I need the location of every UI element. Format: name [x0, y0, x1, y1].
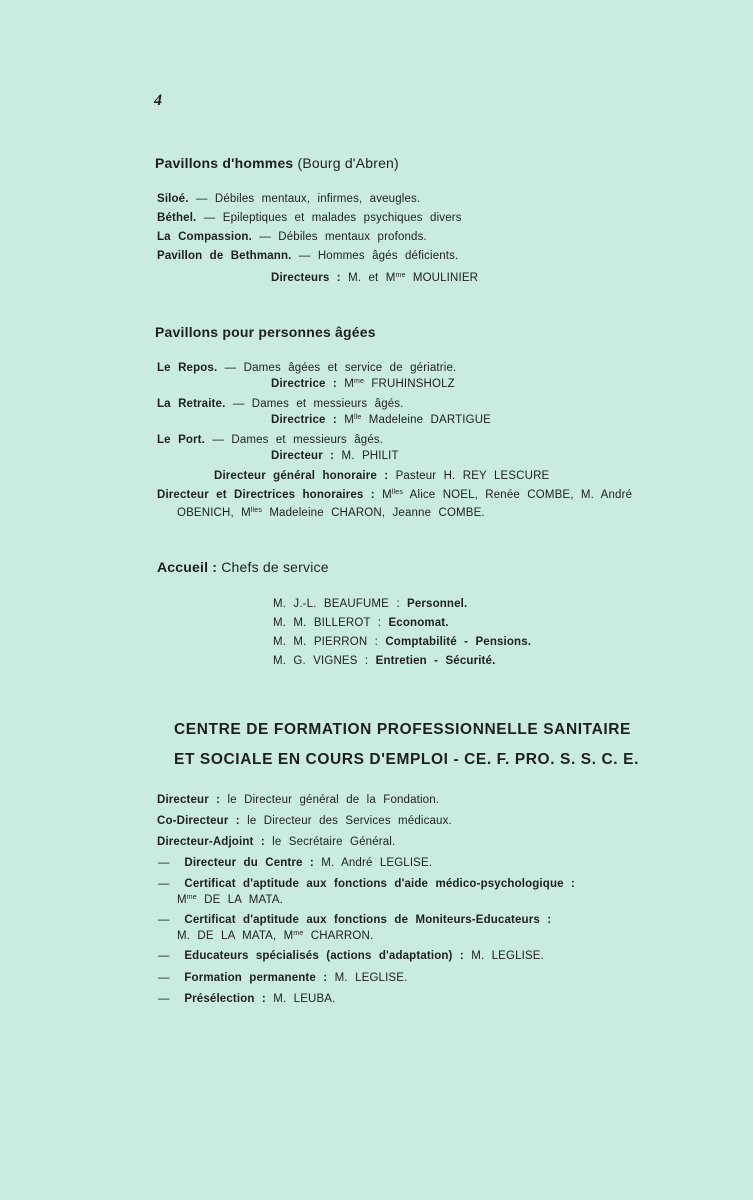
pavillon-desc: — Hommes âgés déficients.	[298, 250, 459, 262]
directeurs-line	[271, 272, 478, 284]
item-label: Educateurs spécialisés (actions d'adaptation) :	[184, 950, 464, 962]
pavillon-name: Pavillon de Bethmann.	[157, 250, 292, 262]
section-title-pavillons-hommes	[155, 155, 399, 171]
directeur-name: M. PHILIT	[341, 450, 399, 462]
directeurs-value: M. et M	[348, 272, 396, 284]
section-title-accueil	[157, 559, 329, 575]
list-item	[157, 398, 404, 410]
directeur-value: le Directeur général de la Fondation.	[227, 794, 440, 806]
page-number: 4	[154, 92, 162, 109]
name-prefix: M	[344, 414, 354, 426]
item-label: Directeur du Centre :	[184, 857, 314, 869]
list-item	[157, 362, 456, 374]
directeur-line	[271, 450, 399, 462]
item-label: Formation permanente :	[184, 972, 328, 984]
pavillon-name: Béthel.	[157, 212, 197, 224]
item-value: M. LEGLISE.	[471, 950, 544, 962]
list-item	[273, 598, 467, 610]
section-title-text: Pavillons pour personnes âgées	[155, 324, 376, 340]
section-title-rest: (Bourg d'Abren)	[297, 155, 399, 171]
directeurs-sup: me	[395, 272, 406, 279]
item-value: M. LEUBA.	[273, 993, 336, 1005]
directeur-general-name: Pasteur H. REY LESCURE	[395, 470, 550, 482]
honoraires-names: OBENICH, M	[177, 507, 251, 519]
directrice-label: Directrice :	[271, 378, 337, 390]
pavillon-desc: — Epileptiques et malades psychiques divers	[203, 212, 462, 224]
directeur-label: Directeur :	[271, 450, 335, 462]
codirecteur-label: Co-Directeur :	[157, 815, 240, 827]
honoraires-names: Alice NOEL, Renée COMBE, M. André	[402, 489, 633, 501]
list-item	[158, 857, 432, 869]
item-value: DE LA MATA.	[196, 894, 283, 906]
list-item	[158, 993, 335, 1005]
name-sup: me	[293, 930, 304, 937]
dash: —	[158, 950, 170, 962]
honoraires-line	[157, 489, 632, 501]
item-value: M. André LEGLISE.	[321, 857, 433, 869]
list-item	[158, 972, 407, 984]
directeur-line	[157, 794, 439, 806]
list-item	[157, 231, 427, 243]
directeur-general-label: Directeur général honoraire :	[214, 470, 389, 482]
name-prefix: M	[382, 489, 392, 501]
section-title-bold: Accueil :	[157, 559, 218, 575]
pavillon-desc: — Dames et messieurs âgés.	[212, 434, 384, 446]
chef-name: M. G. VIGNES :	[273, 655, 369, 667]
section-title-rest: Chefs de service	[221, 559, 329, 575]
directrice-name: Madeleine DARTIGUE	[361, 414, 491, 426]
pavillon-name: Le Repos.	[157, 362, 218, 374]
pavillon-name: La Retraite.	[157, 398, 226, 410]
centre-title-line1: CENTRE DE FORMATION PROFESSIONNELLE SANITAIRE	[174, 721, 631, 738]
name-sup: lles	[250, 507, 262, 514]
list-item	[273, 636, 531, 648]
directrice-label: Directrice :	[271, 414, 337, 426]
pavillon-name: La Compassion.	[157, 231, 252, 243]
directeurs-label: Directeurs :	[271, 272, 341, 284]
name-sup: me	[186, 894, 197, 901]
adjoint-value: le Secrétaire Général.	[272, 836, 396, 848]
item-label: Certificat d'aptitude aux fonctions d'aide médico-psychologique :	[184, 878, 576, 890]
pavillon-desc: — Dames et messieurs âgés.	[232, 398, 404, 410]
list-item	[158, 878, 575, 890]
honoraires-label: Directeur et Directrices honoraires :	[157, 489, 375, 501]
directrice-name: FRUHINSHOLZ	[364, 378, 455, 390]
honoraires-names: Madeleine CHARON, Jeanne COMBE.	[261, 507, 485, 519]
chef-name: M. J.-L. BEAUFUME :	[273, 598, 400, 610]
chef-name: M. M. PIERRON :	[273, 636, 378, 648]
list-item	[157, 250, 458, 262]
item-label: Certificat d'aptitude aux fonctions de Moniteurs-Educateurs :	[184, 914, 552, 926]
directrice-line	[271, 378, 455, 390]
item-value: M. LEGLISE.	[334, 972, 408, 984]
directeurs-tail: MOULINIER	[405, 272, 479, 284]
list-item-continuation	[177, 894, 283, 906]
dash: —	[158, 993, 170, 1005]
name-prefix: M	[177, 894, 187, 906]
dash: —	[158, 878, 170, 890]
list-item	[157, 434, 383, 446]
directrice-line	[271, 414, 491, 426]
name-prefix: M	[344, 378, 354, 390]
list-item	[158, 914, 551, 926]
section-title-bold: Pavillons d'hommes	[155, 155, 294, 171]
directeur-general-line	[214, 470, 549, 482]
list-item	[273, 617, 449, 629]
name-sup: me	[353, 378, 365, 385]
chef-role: Personnel.	[407, 598, 468, 610]
chef-name: M. M. BILLEROT :	[273, 617, 382, 629]
adjoint-label: Directeur-Adjoint :	[157, 836, 265, 848]
codirecteur-line	[157, 815, 452, 827]
centre-title-line2: ET SOCIALE EN COURS D'EMPLOI - CE. F. PRO. S. S. C. E.	[174, 751, 639, 768]
list-item	[157, 212, 462, 224]
dash: —	[158, 972, 170, 984]
adjoint-line	[157, 836, 395, 848]
chef-role: Entretien - Sécurité.	[375, 655, 496, 667]
chef-role: Comptabilité - Pensions.	[385, 636, 532, 648]
list-item	[158, 950, 544, 962]
directeur-label: Directeur :	[157, 794, 221, 806]
pavillon-name: Siloé.	[157, 193, 189, 205]
item-label: Présélection :	[184, 993, 266, 1005]
dash: —	[158, 914, 170, 926]
list-item	[157, 193, 420, 205]
chef-role: Economat.	[388, 617, 449, 629]
list-item-continuation	[177, 930, 373, 942]
section-title-pavillons-agees	[155, 324, 376, 340]
name-sup: lles	[391, 489, 403, 496]
item-value: CHARRON.	[303, 930, 374, 942]
item-value: M. DE LA MATA, M	[177, 930, 294, 942]
codirecteur-value: le Directeur des Services médicaux.	[247, 815, 452, 827]
pavillon-desc: — Débiles mentaux profonds.	[259, 231, 427, 243]
list-item	[273, 655, 495, 667]
honoraires-line-2	[177, 507, 485, 519]
name-sup: lle	[353, 414, 362, 421]
pavillon-name: Le Port.	[157, 434, 206, 446]
pavillon-desc: — Dames âgées et service de gériatrie.	[224, 362, 457, 374]
pavillon-desc: — Débiles mentaux, infirmes, aveugles.	[195, 193, 421, 205]
dash: —	[158, 857, 170, 869]
